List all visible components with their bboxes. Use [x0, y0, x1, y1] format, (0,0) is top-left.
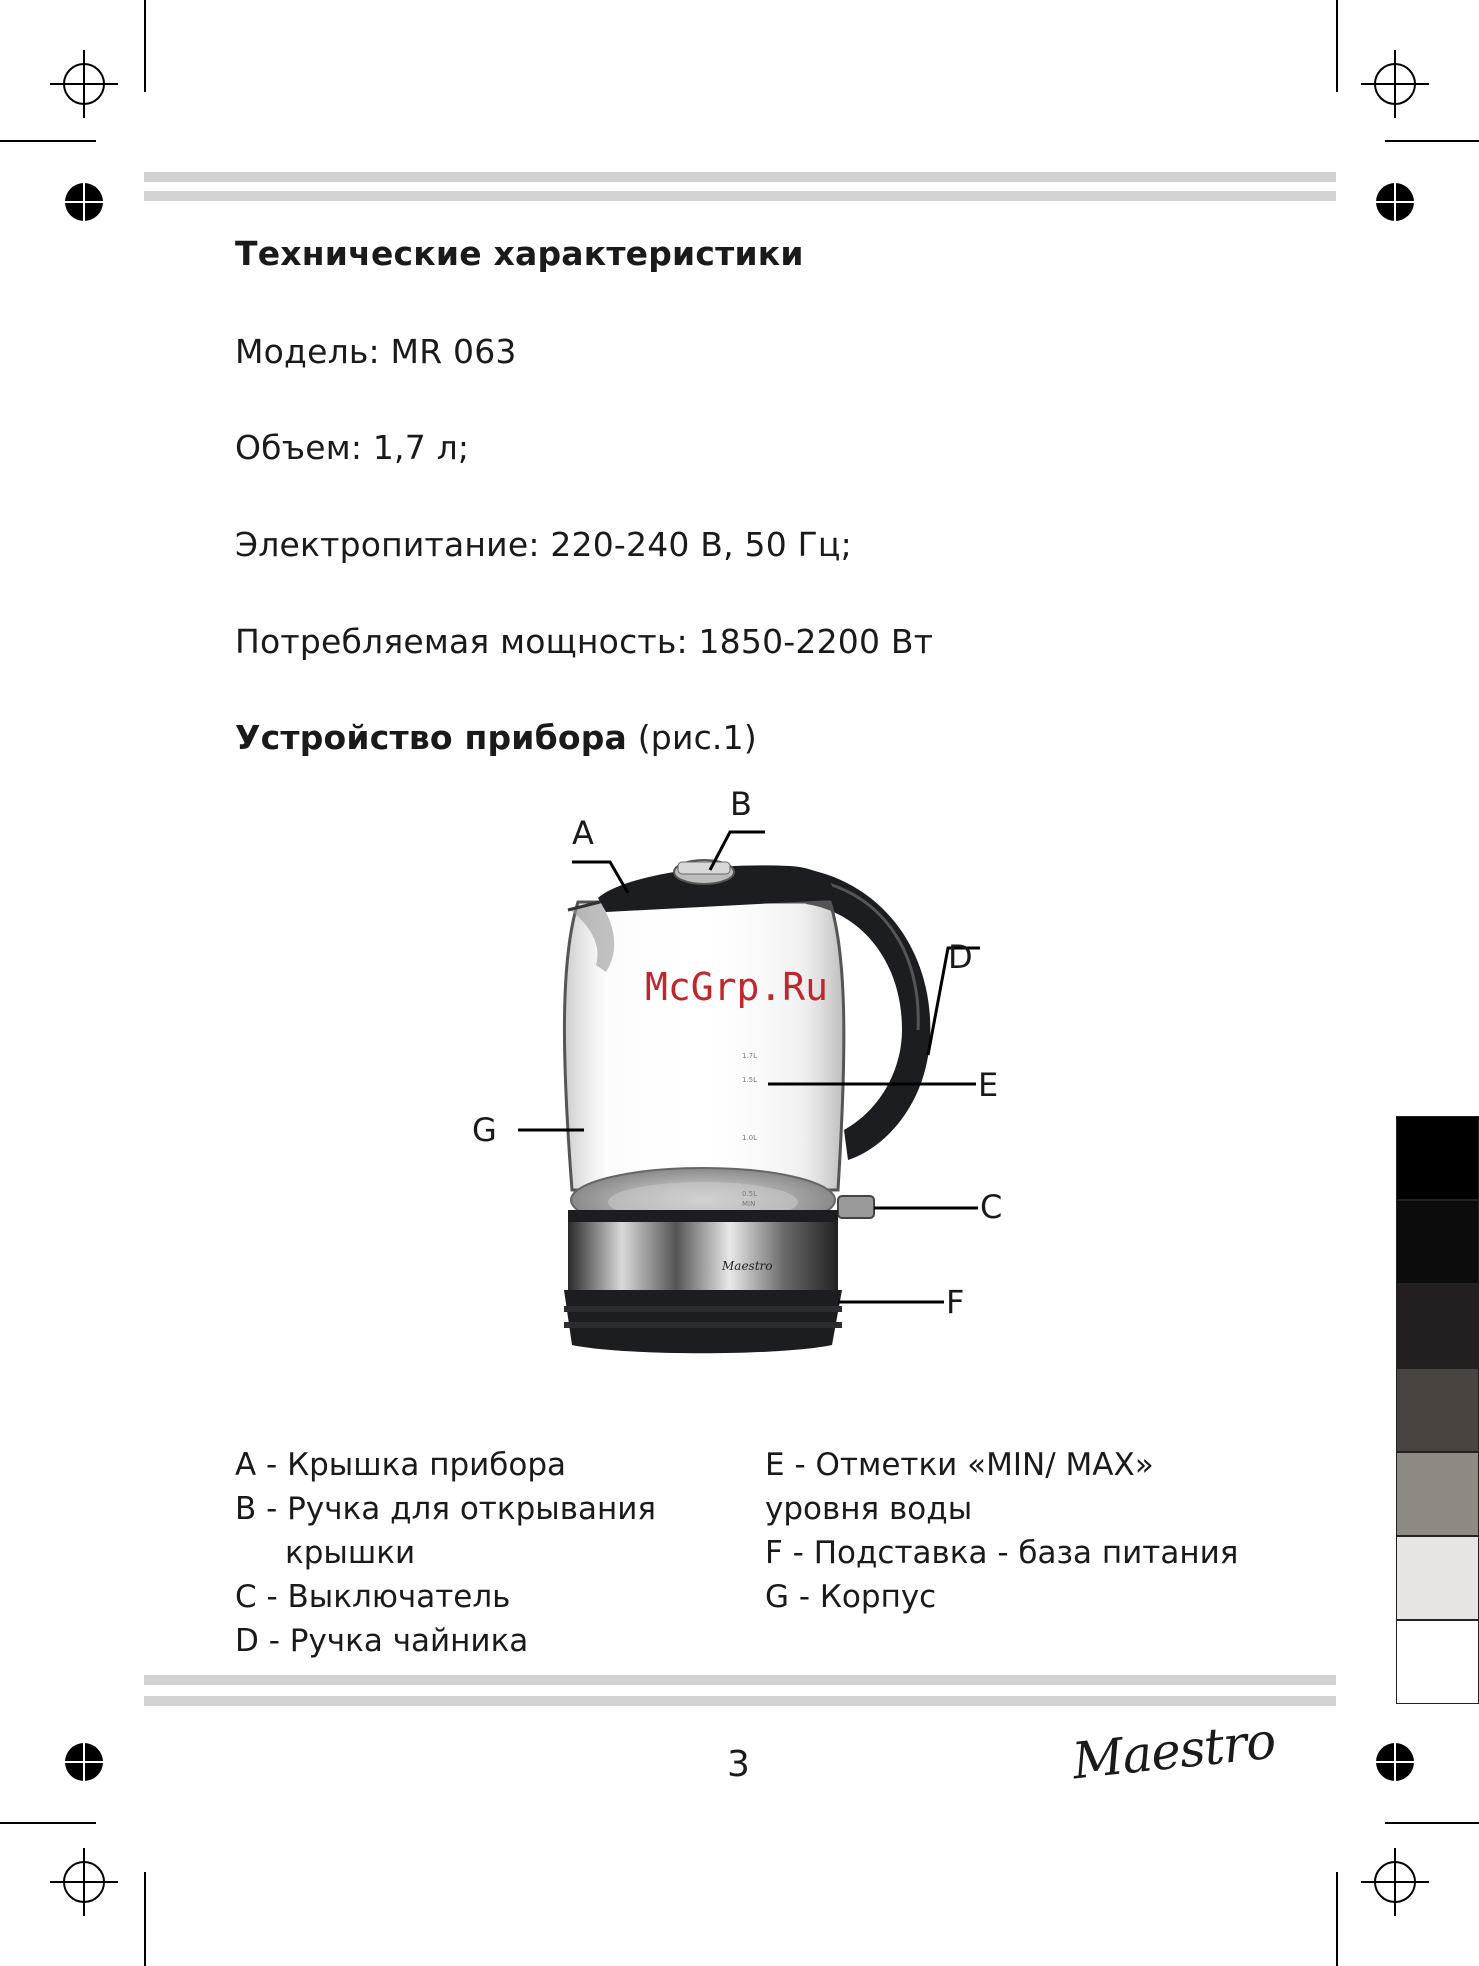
- color-swatch: [1396, 1116, 1479, 1200]
- legend-item-a: A - Крышка прибора: [235, 1447, 567, 1483]
- crop-mark: [144, 1872, 146, 1966]
- spec-power-supply: Электропитание: 220-240 В, 50 Гц;: [235, 525, 852, 564]
- target-dot-icon: [1375, 1742, 1415, 1782]
- watermark: McGrp.Ru: [645, 965, 829, 1009]
- footer-rule: [144, 1675, 1336, 1685]
- scale-mark: 0.5L: [742, 1190, 758, 1198]
- color-swatch: [1396, 1536, 1479, 1620]
- legend-item-d: D - Ручка чайника: [235, 1623, 529, 1659]
- scale-mark: 1.5L: [742, 1076, 758, 1084]
- device-title-bold: Устройство прибора: [235, 718, 628, 757]
- device-title: [235, 718, 757, 757]
- crop-mark: [1385, 140, 1479, 142]
- target-dot-icon: [64, 182, 104, 222]
- page-number: 3: [727, 1744, 750, 1785]
- footer-rule: [144, 1696, 1336, 1706]
- scale-mark: 1.0L: [742, 1134, 758, 1142]
- kettle-diagram: [440, 770, 1040, 1370]
- callout-g: G: [472, 1111, 497, 1149]
- legend-item-b-cont: крышки: [285, 1535, 416, 1571]
- registration-mark-icon: [1355, 1842, 1435, 1922]
- spec-volume: Объем: 1,7 л;: [235, 428, 470, 467]
- legend-item-c: C - Выключатель: [235, 1579, 511, 1615]
- legend-item-f: F - Подставка - база питания: [765, 1535, 1239, 1571]
- spec-power-consumption: Потребляемая мощность: 1850-2200 Вт: [235, 622, 934, 661]
- device-title-suffix: (рис.1): [627, 718, 757, 757]
- kettle-switch: [838, 1196, 874, 1218]
- header-rule: [144, 191, 1336, 201]
- color-swatch: [1396, 1368, 1479, 1452]
- specs-title: Технические характеристики: [235, 234, 804, 273]
- header-rule: [144, 172, 1336, 182]
- target-dot-icon: [64, 1742, 104, 1782]
- brand-logo: Maestro: [1069, 1711, 1278, 1791]
- legend-item-g: G - Корпус: [765, 1579, 937, 1615]
- crop-mark: [1385, 1822, 1479, 1824]
- spec-model: Модель: MR 063: [235, 332, 517, 371]
- legend-item-b: B - Ручка для открывания: [235, 1491, 657, 1527]
- color-swatch: [1396, 1620, 1479, 1704]
- scale-mark: MIN: [742, 1200, 756, 1208]
- callout-f: F: [946, 1283, 965, 1321]
- scale-mark: 1.7L: [742, 1052, 758, 1060]
- registration-mark-icon: [44, 44, 124, 124]
- color-swatch: [1396, 1200, 1479, 1284]
- color-swatch: [1396, 1284, 1479, 1368]
- legend-item-e: E - Отметки «MIN/ MAX»: [765, 1447, 1154, 1483]
- registration-mark-icon: [1355, 44, 1435, 124]
- target-dot-icon: [1375, 182, 1415, 222]
- kettle-chrome-ring: [568, 1214, 838, 1290]
- crop-mark: [1336, 1872, 1338, 1966]
- callout-d: D: [948, 938, 973, 976]
- crop-mark: [0, 140, 96, 142]
- crop-mark: [144, 0, 146, 92]
- legend-item-e-cont: уровня воды: [765, 1491, 973, 1527]
- callout-c: C: [980, 1188, 1003, 1226]
- callout-e: E: [978, 1066, 999, 1104]
- callout-b: B: [730, 785, 752, 823]
- crop-mark: [0, 1822, 96, 1824]
- base-brand: Maestro: [722, 1259, 773, 1273]
- kettle-base: [564, 1290, 842, 1353]
- registration-mark-icon: [44, 1842, 124, 1922]
- callout-a: A: [572, 814, 594, 852]
- crop-mark: [1336, 0, 1338, 92]
- color-swatch: [1396, 1452, 1479, 1536]
